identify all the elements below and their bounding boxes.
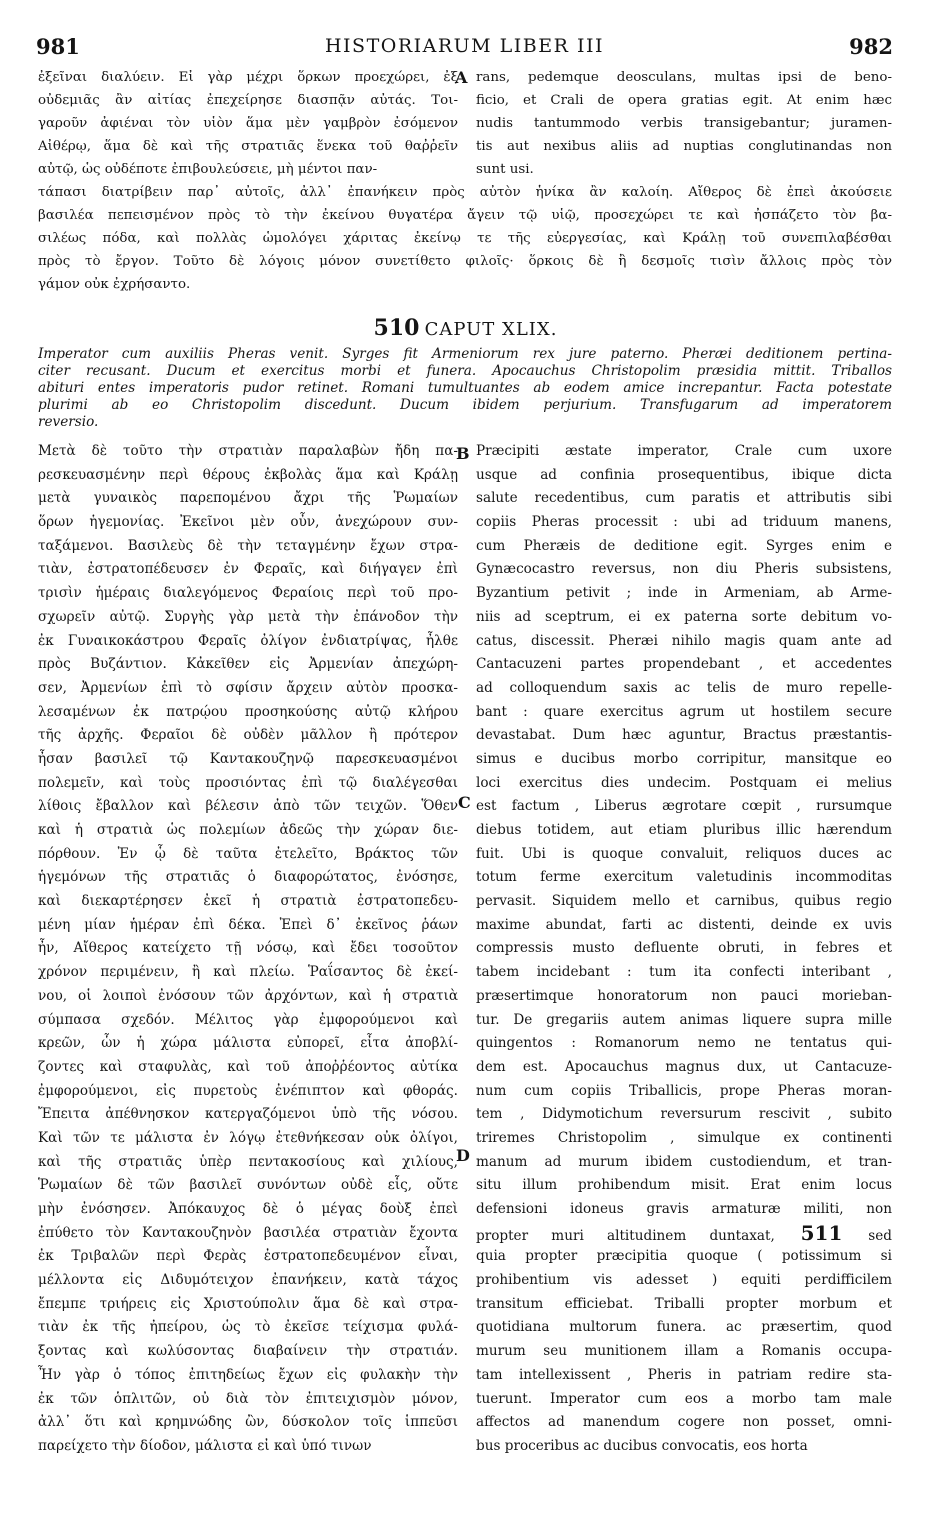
chapter-title: CAPUT XLIX. [424, 319, 558, 340]
greek-text-line: νου, οἱ λοιποὶ ἐνόσουν τῶν ἀρχόντων, καὶ ἡ στρατιὰ [38, 987, 458, 1004]
greek-text-line: ζοντες καὶ σταφυλὰς, καὶ τοῦ ἀποῤῥέοντος αὐτίκα [38, 1058, 458, 1075]
latin-text-line: dem est. Apocauchus magnus dux, ut Cantacuze- [476, 1058, 892, 1075]
greek-text-line: Αἰθέρῳ, ἅμα δὲ καὶ τῆς στρατιᾶς ἕνεκα τοῦ θαῤῥεῖν [38, 139, 458, 154]
greek-text-line: μὴν ἐνόσησεν. Ἀπόκαυχος δὲ ὁ μέγας δοὺξ ἐπεὶ [38, 1201, 458, 1217]
latin-text-line: tam intellexissent , Pheris in patriam redire sta- [476, 1366, 892, 1383]
greek-text-line: αὐτῷ, ὡς οὐδέποτε ἐπιβουλεύσειε, μὴ μέντοι παν- [38, 162, 378, 177]
greek-text-line: πολεμεῖν, καὶ τοὺς προσιόντας ἐπὶ τῷ διαλέγεσθαι [38, 774, 458, 791]
greek-text-line: μένη μίαν ἡμέραν ἐπὶ δέκα. Ἐπεὶ δ᾽ ἐκεῖνος ῥάων [38, 916, 458, 933]
latin-continuation-word: sed [868, 1227, 892, 1244]
greek-text-line: ἦν, Αἴθερος κατείχετο τῇ νόσῳ, καὶ ἔδει τοσοῦτον [38, 940, 458, 957]
greek-text-line: ἐκ Τριβαλῶν περὶ Φερὰς ἐστρατοπεδευμένον εἶναι, [38, 1248, 458, 1265]
greek-text-line: σεν, Ἀρμενίων ἐπὶ τὸ σφίσιν ἄρχειν αὐτὸν προσκα- [38, 679, 458, 696]
page-number-left: 981 [36, 34, 80, 59]
latin-text-line: copiis Pheras processit : ubi ad triduum manens, [476, 514, 892, 531]
latin-text-line: loci exercitus dies undecim. Postquam ei melius [476, 774, 892, 791]
greek-text-line: Μετὰ δὲ τοῦτο τὴν στρατιὰν παραλαβὼν ἤδη πα- [38, 443, 458, 459]
chapter-page-number: 510 [373, 315, 420, 341]
intro-full-width-text [38, 181, 892, 296]
latin-text-line: tabem incidebant : tum ita confecti interibant , [476, 964, 892, 981]
summary-line: plurimi ab eo Christopolim discedunt. Ducum ibidem perjurium. Transfugarum ad imperatorem [38, 397, 892, 413]
greek-text-line: χρόνον περιμένειν, ἢ καὶ πλείω. Ῥαΐσαντος δὲ ἐκεί- [38, 964, 458, 981]
latin-text-line: ad colloquendum saxis ac telis de muro repelle- [476, 679, 892, 696]
latin-text-line: nudis tantummodo verbis transigebantur; juramen- [476, 116, 892, 131]
greek-text-line: Ἔπειτα ἀπέθνησκον κατεργαζόμενοι ὑπὸ τῆς νόσου. [38, 1106, 458, 1123]
greek-text-line: λίθοις ἔβαλλον καὶ βέλεσιν ἀπὸ τῶν τειχῶν. Ὅθεν [38, 798, 458, 815]
latin-text-line: tur. De gregariis autem animas liquere supra mille [476, 1011, 892, 1028]
latin-text-line: situ illum prohibendum misit. Erat enim locus [476, 1177, 892, 1194]
latin-text-line: rans, pedemque deosculans, multas ipsi de beno- [476, 70, 892, 85]
greek-text-line: σχωρεῖν αὐτῷ. Συργὴς γὰρ μετὰ τὴν ἐπάνοδον τὴν [38, 608, 458, 625]
latin-text-line: bus proceribus ac ducibus convocatis, eos horta [476, 1437, 808, 1454]
greek-text-line: ὅρων ἡγεμονίας. Ἐκεῖνοι μὲν οὖν, ἀνεχώρουν συν- [38, 514, 458, 531]
latin-text-line: diebus totidem, aut etiam pluribus illic hærendum [476, 822, 892, 838]
greek-text-line: ξοντας καὶ κωλύσοντας διαβαίνειν τὴν στρατιάν. [38, 1343, 458, 1360]
latin-text-line: Byzantium petivit ; inde in Armeniam, ab Arme- [476, 585, 892, 602]
latin-text-line: quia propter præcipitia quoque ( potissimum si [476, 1248, 892, 1265]
greek-text-line: τῆς ἀρχῆς. Φεραῖοι δὲ οὐδὲν μᾶλλον ἢ πρότερον [38, 727, 458, 744]
greek-text-line: ἡγεμόνων τῆς στρατιᾶς ὁ διαφορώτατος, ἐνόσησε, [38, 869, 458, 886]
greek-text-line: ἐπύθετο τὸν Καντακουζηνὸν βασιλέα στρατιὰν ἔχοντα [38, 1224, 458, 1241]
latin-text-line: sunt usi. [476, 162, 534, 177]
inline-page-number: 511 [774, 1221, 869, 1245]
latin-text-line: defensioni idoneus gravis armaturæ militi, non [476, 1201, 892, 1217]
running-title: HISTORIARUM LIBER III [324, 35, 604, 57]
greek-text-line: τρισὶν ἡμέραις διαλεγόμενος Φεραίοις περὶ τοῦ προ- [38, 585, 458, 602]
page-number-right: 982 [849, 34, 893, 59]
section-marker-c: C [458, 793, 471, 812]
greek-text-line: μέλλοντα εἰς Διδυμότειχον ἐπανήκειν, κατὰ τάχος [38, 1272, 458, 1289]
page-header [36, 34, 893, 60]
greek-text-line: πρὸς Βυζάντιον. Κἀκεῖθεν εἰς Ἀρμενίαν ἀπεχώρη- [38, 656, 458, 673]
greek-text-line: ἔπεμπε τριήρεις εἰς Χριστούπολιν ἅμα δὲ καὶ στρα- [38, 1295, 458, 1312]
latin-text-line: usque ad confinia prosequentibus, ibique dicta [476, 466, 892, 483]
greek-text-line: παρείχετο τὴν δίοδον, μάλιστα εἰ καὶ ὑπό τινων [38, 1437, 372, 1454]
greek-text-line: τάπασι διατρίβειν παρ᾽ αὐτοῖς, ἀλλ᾽ ἐπανήκειν πρὸς αὐτὸν ἡνίκα ἂν καλοίη. Αἴθερος δὲ ἐπεὶ ἀκούσειε [38, 185, 892, 200]
greek-text-line: καὶ διεκαρτέρησεν ἐκεῖ ἡ στρατιὰ ἐστρατοπεδευ- [38, 893, 458, 910]
latin-text-line: pervasit. Siquidem mello et carnibus, quibus regio [476, 893, 892, 910]
greek-text-line: τιὰν, ἐστρατοπέδευσεν ἐν Φεραῖς, καὶ διήγαγεν ἐπὶ [38, 561, 458, 578]
latin-text-line: Gynæcocastro reversus, non diu Pheris subsistens, [476, 561, 892, 578]
greek-text-line: ἦσαν βασιλεῖ τῷ Καντακουζηνῷ παρεσκευασμένοι [38, 750, 458, 767]
latin-text-line: bant : quare exercitus agrum ut hostilem secure [476, 703, 892, 720]
latin-text-line: devastabat. Dum hæc aguntur, Bractus præstantis- [476, 727, 892, 744]
greek-text-line: πόρθουν. Ἐν ᾧ δὲ ταῦτα ἐτελεῖτο, Βράκτος τῶν [38, 845, 458, 862]
greek-text-line: ρεσκευασμένην περὶ θέρους ἐκβολὰς ἅμα καὶ Κράλῃ [38, 466, 458, 483]
latin-text-line: murum seu munitionem illam a Romanis occupa- [476, 1343, 892, 1360]
greek-text-line: ταξάμενοι. Βασιλεὺς δὲ τὴν τεταγμένην ἔχων στρα- [38, 537, 458, 554]
greek-text-line: καὶ τῆς στρατιᾶς ὑπὲρ πεντακοσίους καὶ χιλίους, [38, 1153, 458, 1170]
latin-text-line: cum Pheræis de deditione egit. Syrges enim e [476, 537, 892, 554]
latin-text-line: compressis musto defluente obruti, in febres et [476, 940, 892, 957]
latin-text-line: præsertimque honoratorum non pauci morieban- [476, 987, 892, 1004]
greek-text-line: ἐκ τῶν ὁπλιτῶν, οὐ διὰ τὸν ἐπιτειχισμὸν μόνον, [38, 1390, 458, 1407]
summary-line: Imperator cum auxiliis Pheras venit. Syrges fit Armeniorum rex jure paterno. Pheræi deditionem pertina- [38, 346, 892, 362]
summary-line: abituri entes imperatoris pudor retinet. Romani tumultuantes ab eodem amice increpantur. Facta potestate [38, 380, 892, 396]
greek-text-line: Ῥωμαίων δὲ τῶν βασιλεῖ συνόντων οὐδὲ εἷς, οὔτε [38, 1177, 458, 1194]
greek-text-line: γάμον οὐκ ἐχρήσαντο. [38, 277, 191, 292]
latin-text-line: prohibentium vis adesset ) equiti perdifficilem [476, 1272, 892, 1289]
latin-text-line: simus e ducibus morbo corripitur, mansitque eo [476, 750, 892, 767]
greek-text-line: σιλέως πόδα, καὶ πολλὰς ὡμολόγει χάριτας ἐκείνῳ τε τῆς εὐεργεσίας, καὶ Κράλῃ τοῦ συνεπιλαβέσθαι [38, 231, 892, 246]
latin-text-line: maxime abundat, farti ac distenti, deinde ex uvis [476, 916, 892, 933]
latin-text-line: fuit. Ubi is quoque convaluit, reliquos duces ac [476, 845, 892, 862]
greek-text-line: βασιλέα πεπεισμένον πρὸς τὸ τὴν ἐκείνου θυγατέρα ἄγειν τῷ υἱῷ, προσεχώρει τε καὶ ἠσπάζετο τὸν βα- [38, 208, 892, 223]
latin-text-line: totum ferme exercitum valetudinis incommoditas [476, 869, 892, 886]
greek-text-line: ἀλλ᾽ ὅτι καὶ κρημνώδης ὢν, δύσκολον τοῖς ἱππεῦσι [38, 1414, 458, 1431]
latin-text-line: manum ad murum ibidem custodiendum, et tran- [476, 1153, 892, 1170]
section-marker-d: D [456, 1146, 470, 1165]
latin-text-line: niis ad sceptrum, ei ex paterna sorte debitum vo- [476, 608, 892, 625]
latin-text-line: affectos ad manendum cogere non posset, omni- [476, 1414, 892, 1431]
latin-text-line: tem , Didymotichum reversurum rescivit , subito [476, 1106, 892, 1123]
section-marker-b: B [456, 444, 470, 463]
latin-text-line: propter muri altitudinem duntaxat, 511 sed [476, 1221, 892, 1245]
greek-text-line: ἐμφορούμενοι, εἰς πυρετοὺς ἐνέπιπτον καὶ φθοράς. [38, 1082, 458, 1099]
latin-text-line: num cum copiis Triballicis, prope Pheras moran- [476, 1082, 892, 1099]
greek-text-column [38, 440, 458, 1459]
chapter-summary [38, 346, 892, 431]
latin-text-line: quotidiana multorum funera. ac præsertim, quod [476, 1319, 892, 1336]
intro-latin-column [476, 66, 892, 181]
greek-text-line: κρεῶν, ὧν ἡ χώρα μάλιστα εὐπορεῖ, εἶτα ἀποβλί- [38, 1035, 458, 1052]
greek-text-line: οὐδεμιᾶς ἂν αἰτίας ἐπεχείρησε διασπᾷν αὐτάς. Τοι- [38, 93, 458, 108]
latin-text-line: transitum efficiebat. Triballi propter morbum et [476, 1295, 892, 1312]
summary-line: reversio. [38, 414, 99, 430]
latin-text-column [476, 440, 892, 1459]
latin-text-line: tuerunt. Imperator cum eos a morbo tam male [476, 1390, 892, 1407]
latin-text-line: est factum , Liberus ægrotare cœpit , rursumque [476, 798, 892, 815]
greek-text-line: καὶ ἡ στρατιὰ ὡς πολεμίων ἀδεῶς τὴν χώραν διε- [38, 822, 458, 838]
greek-text-line: πρὸς τὸ ἔργον. Τοῦτο δὲ λόγοις μόνον συνετίθετο φιλοῖς· ὅρκοις δὲ ἢ δεσμοῖς τισὶν ἄλλοις πρὸς τὸν [38, 254, 892, 269]
latin-text-line: catus, discessit. Pheræi nihilo magis quam ante ad [476, 632, 892, 649]
summary-line: citer recusant. Ducum et exercitus morbi et funera. Apocauchus Christopolim præsidia mittit. Triballos [38, 363, 892, 379]
section-marker-a: A [455, 68, 468, 87]
latin-text-line: triremes Christopolim , simulque ex continenti [476, 1129, 892, 1146]
greek-text-line: λεσαμένων ἐκ πατρῴου προσηκούσης αὐτῷ κλήρου [38, 703, 458, 720]
latin-text-line: tis aut nexibus aliis ad nuptias conglutinandas non [476, 139, 892, 154]
latin-text-line: Præcipiti æstate imperator, Crale cum uxore [476, 443, 892, 459]
greek-text-line: σύμπασα σχεδόν. Μέλιτος γὰρ ἐμφορούμενοι καὶ [38, 1011, 458, 1028]
latin-text-line: salute recedentibus, cum paratis et attributis sibi [476, 490, 892, 507]
greek-text-line: τιὰν ἐκ τῆς ἠπείρου, ὡς τὸ ἐκεῖσε τείχισμα φυλά- [38, 1319, 458, 1336]
greek-text-line: Καὶ τῶν τε μάλιστα ἐν λόγῳ ἐτεθνήκεσαν οὐκ ὀλίγοι, [38, 1129, 458, 1146]
greek-text-line: ἐκ Γυναικοκάστρου Φεραῖς ὀλίγον ἐνδιατρίψας, ἦλθε [38, 632, 458, 649]
latin-text-line: quingentos : Romanorum nemo ne tentatus qui- [476, 1035, 892, 1052]
greek-text-line: Ἦν γὰρ ὁ τόπος ἐπιτηδείως ἔχων εἰς φυλακὴν τὴν [38, 1366, 458, 1383]
greek-text-line: γαροῦν ἀφιέναι τὸν υἱὸν ἅμα μὲν γαμβρὸν ἐσόμενον [38, 116, 458, 131]
intro-greek-column [38, 66, 458, 181]
greek-text-line: μετὰ γυναικὸς παρεπομένου ἄχρι τῆς Ῥωμαίων [38, 490, 458, 507]
chapter-heading [38, 314, 893, 342]
greek-text-line: ἐξεῖναι διαλύειν. Εἰ γὰρ μέχρι ὅρκων προεχώρει, ἐξ [38, 70, 458, 85]
latin-text-line: ficio, et Crali de opera gratias egit. At enim hæc [476, 93, 892, 108]
latin-text-line: Cantacuzeni partes propendebant , et accedentes [476, 656, 892, 673]
